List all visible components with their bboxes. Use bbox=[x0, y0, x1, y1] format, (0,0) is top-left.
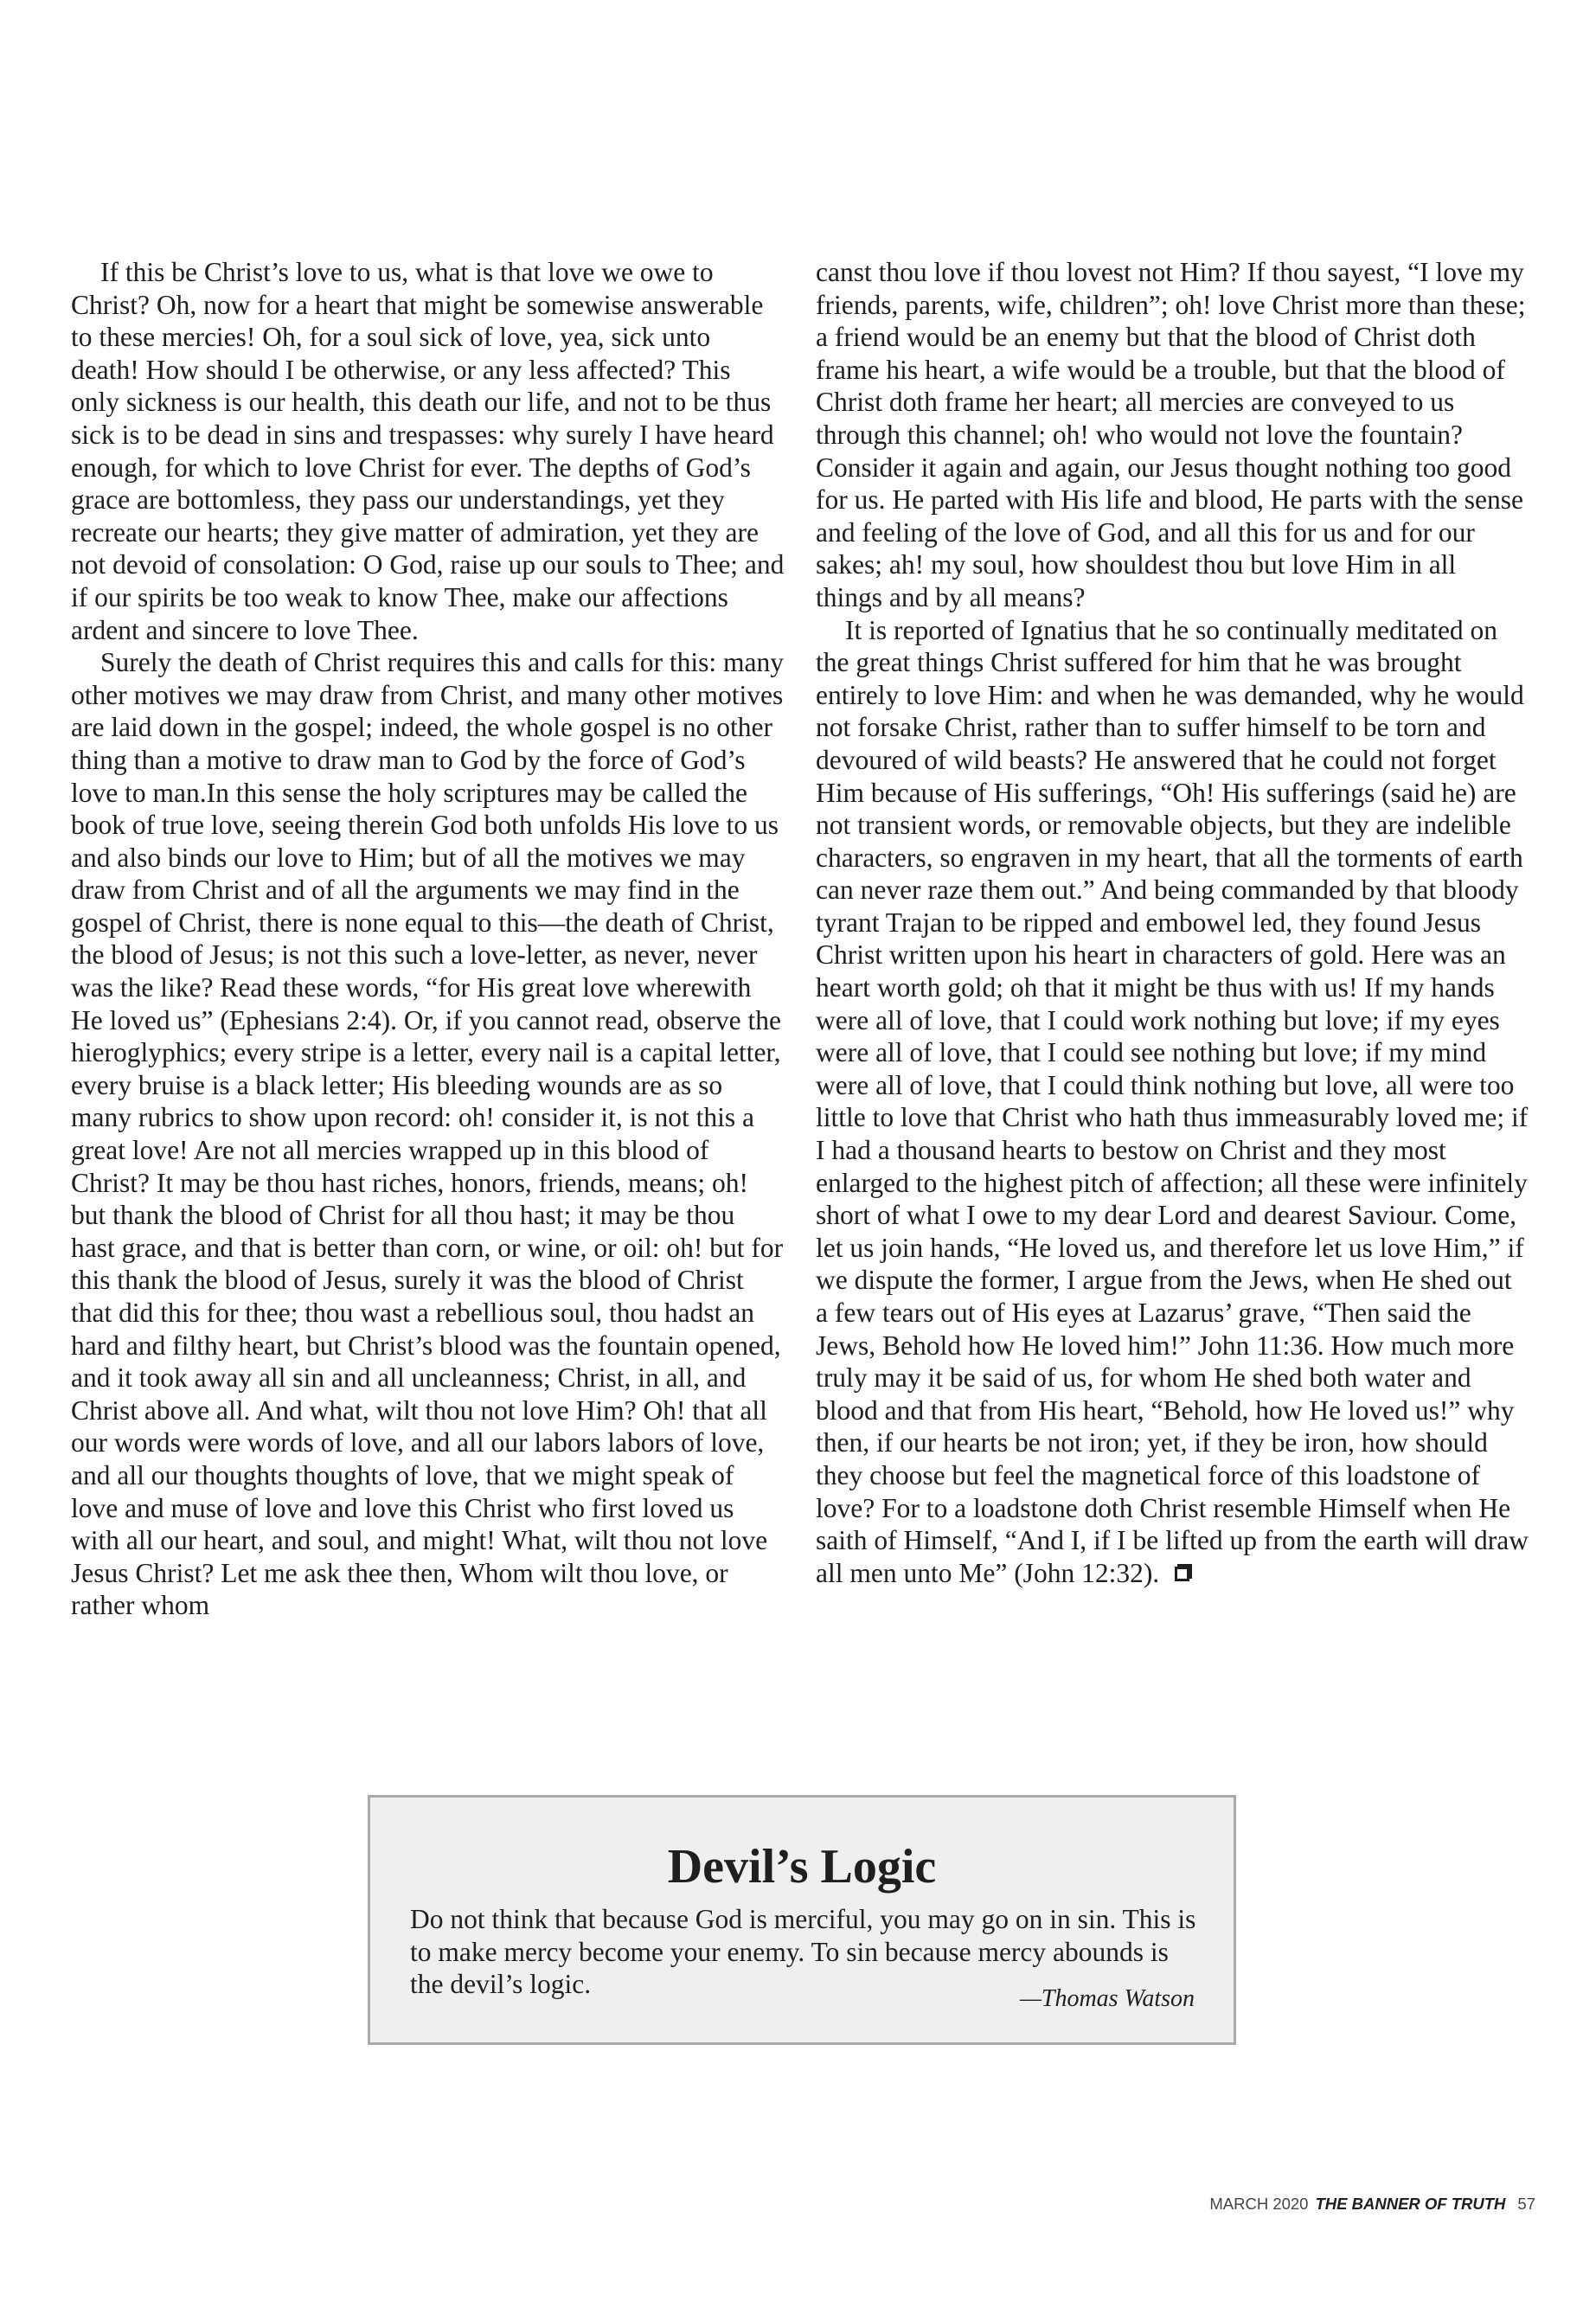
footer-issue: MARCH 2020 bbox=[1209, 2195, 1309, 2213]
end-mark-icon bbox=[1175, 1567, 1189, 1581]
paragraph: If this be Christ’s love to us, what is that love we owe to Christ? Oh, now for a heart that might be somewise answerable to these mercies! Oh, for a soul sick of love, yea, sick unto death! How should I be otherwise, or any less affected? This only sickness is our health, this death our life, and not to be thus sick is to be dead in sins and trespasses: why surely I have heard enough, for which to love Christ for ever. The depths of God’s grace are bottomless, they pass our understandings, yet they recreate our hearts; they give matter of admiration, yet they are not devoid of consolation: O God, raise up our souls to Thee; and if our spirits be too weak to know Thee, make our affections ardent and sincere to love Thee. bbox=[71, 257, 785, 645]
sidebar-quote-box bbox=[368, 1795, 1236, 2045]
left-column bbox=[71, 256, 785, 1622]
paragraph: Surely the death of Christ requires this and calls for this: many other motives we may draw from Christ, and many other motives are laid down in the gospel; indeed, the whole gospel is no other thing than a motive to draw man to God by the force of God’s love to man.In this sense the holy scriptures may be called the book of true love, seeing therein God both unfolds His love to us and also binds our love to Him; but of all the motives we may draw from Christ and of all the arguments we may find in the gospel of Christ, there is none equal to this—the death of Christ, the blood of Jesus; is not this such a love-letter, as never, never was the like? Read these words, “for His great love wherewith He loved us” (Ephesians 2:4). Or, if you cannot read, observe the hieroglyphics; every stripe is a letter, every nail is a capital letter, every bruise is a black letter; His bleeding wounds are as so many rubrics to show upon record: oh! consider it, is not this a great love! Are not all mercies wrapped up in this blood of Christ? It may be thou hast riches, honors, friends, means; oh! but thank the blood of Christ for all thou hast; it may be thou hast grace, and that is better than corn, or wine, or oil: oh! but for this thank the blood of Jesus, surely it was the blood of Christ that did this for thee; thou wast a rebellious soul, thou hadst an hard and filthy heart, but Christ’s blood was the fountain opened, and it took away all sin and all uncleanness; Christ, in all, and Christ above all. And what, wilt thou not love Him? Oh! that all our words were words of love, and all our labors labors of love, and all our thoughts thoughts of love, that we might speak of love and muse of love and love this Christ who first loved us with all our heart, and soul, and might! What, wilt thou not love Jesus Christ? Let me ask thee then, Whom wilt thou love, or rather whom bbox=[71, 647, 784, 1621]
right-column bbox=[816, 256, 1529, 1589]
box-quote-text: Do not think that because God is merciful, you may go on in sin. This is to make mercy become your enemy. To sin because mercy abounds is the devil’s logic. bbox=[410, 1904, 1196, 2000]
paragraph-text: It is reported of Ignatius that he so continually meditated on the great things Christ suffered for him that he was brought entirely to love Him: and when he was demanded, why he would not forsake Christ, rather than to suffer himself to be torn and devoured of wild beasts? He answered that he could not forget Him because of His sufferings, “Oh! His sufferings (said he) are not transient words, or removable objects, but they are indelible characters, so engraven in my heart, that all the torments of earth can never raze them out.” And being commanded by that bloody tyrant Trajan to be ripped and embowel led, they found Jesus Christ written upon his heart in characters of gold. Here was an heart worth gold; oh that it might be thus with us! If my hands were all of love, that I could work nothing but love; if my eyes were all of love, that I could see nothing but love; if my mind were all of love, that I could think nothing but love, all were too little to love that Christ who hath thus immeasurably loved me; if I had a thousand hearts to bestow on Christ and they most enlarged to the highest pitch of affection; all these were infinitely short of what I owe to my dear Lord and dearest Saviour. Come, let us join hands, “He loved us, and therefore let us love Him,” if we dispute the former, I argue from the Jews, when He shed out a few tears out of His eyes at Lazarus’ grave, “Then said the Jews, Behold how He loved him!” John 11:36. How much more truly may it be said of us, for whom He shed both water and blood and that from His heart, “Behold, how He loved us!” why then, if our hearts be not iron; yet, if they be iron, how should they choose but feel the magnetical force of this loadstone of love? For to a loadstone doth Christ resemble Himself when He saith of Himself, “And I, if I be lifted up from the earth will draw all men unto Me” (John 12:32). bbox=[816, 614, 1529, 1588]
page-number: 57 bbox=[1517, 2195, 1535, 2213]
box-title: Devil’s Logic bbox=[667, 1840, 937, 1894]
paragraph bbox=[816, 614, 1529, 1590]
page-footer bbox=[1209, 2195, 1535, 2214]
paragraph-continued: canst thou love if thou lovest not Him? If thou sayest, “I love my friends, parents, wife, children”; oh! love Christ more than these; a friend would be an enemy but that the blood of Christ doth frame his heart, a wife would be a trouble, but that the blood of Christ doth frame her heart; all mercies are conveyed to us through this channel; oh! who would not love the fountain? Consider it again and again, our Jesus thought nothing too good for us. He parted with His life and blood, He parts with the sense and feeling of the love of God, and all this for us and for our sakes; ah! my soul, how shouldest thou but love Him in all things and by all means? bbox=[816, 257, 1526, 612]
box-attribution: —Thomas Watson bbox=[1019, 1985, 1195, 2012]
footer-magazine-title: THE BANNER OF TRUTH bbox=[1315, 2195, 1506, 2213]
